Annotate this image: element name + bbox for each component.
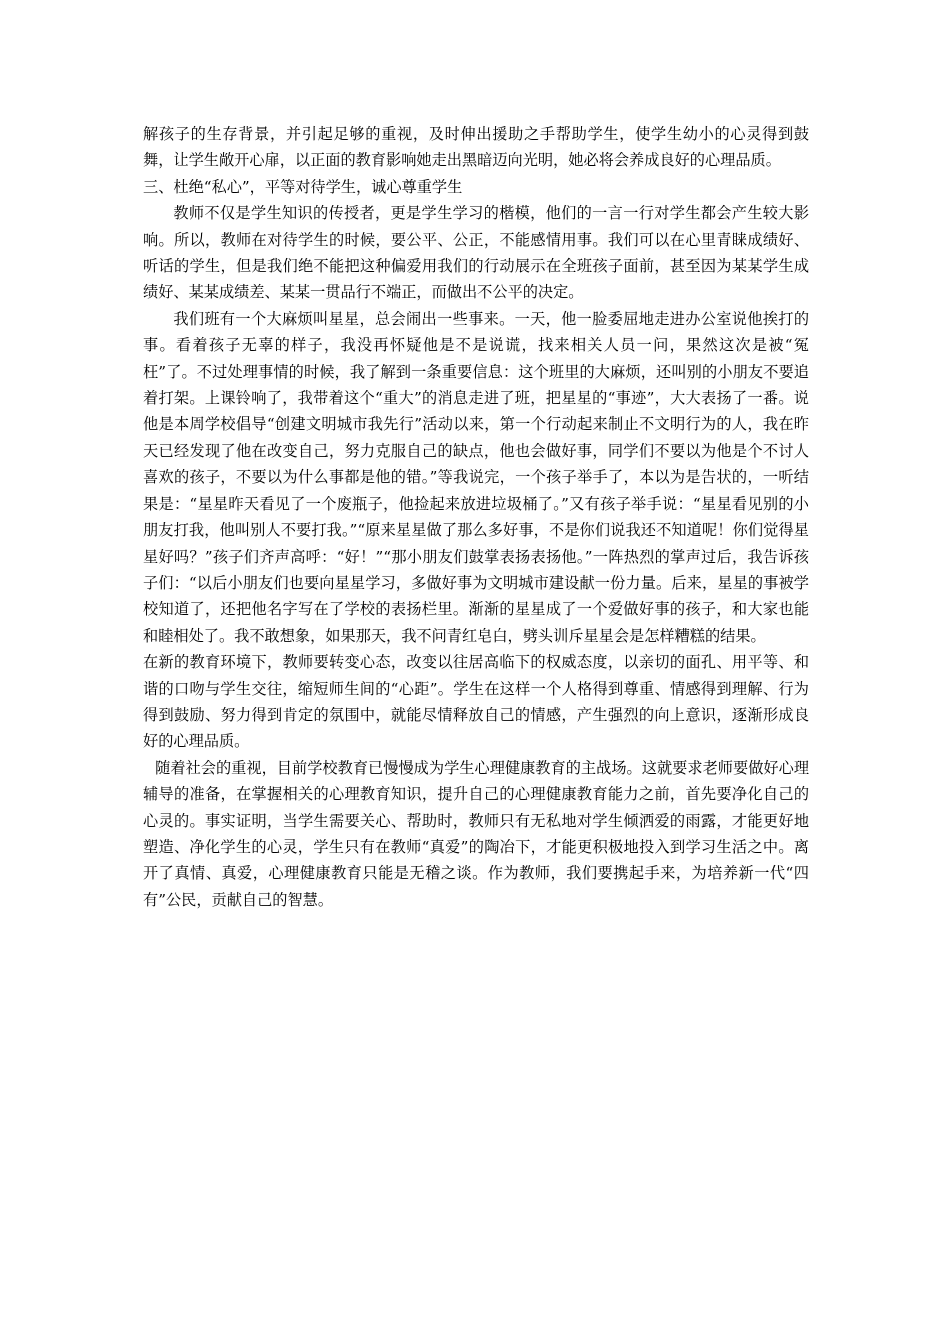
paragraph: 随着社会的重视，目前学校教育已慢慢成为学生心理健康教育的主战场。这就要求老师要做好心理辅导的准备，在掌握相关的心理教育知识，提升自己的心理健康教育能力之前，首先要净化自己的心灵的。事实证明，当学生需要关心、帮助时，教师只有无私地对学生倾洒爱的雨露，才能更好地塑造、净化学生的心灵，学生只有在教师“真爱”的陶冶下，才能更积极地投入到学习生活之中。离开了真情、真爱，心理健康教育只能是无稽之谈。作为教师，我们要携起手来，为培养新一代“四有”公民，贡献自己的智慧。 bbox=[143, 758, 809, 909]
paragraph: 我们班有一个大麻烦叫星星，总会闹出一些事来。一天，他一脸委屈地走进办公室说他挨打的事。看着孩子无辜的样子，我没再怀疑他是不是说谎，找来相关人员一问，果然这次是被“冤枉”了。不过处理事情的时候，我了解到一条重要信息：这个班里的大麻烦，还叫别的小朋友不要追着打架。上课铃响了，我带着这个“重大”的消息走进了班，把星星的“事迹”，大大表扬了一番。说他是本周学校倡导“创建文明城市我先行”活动以来，第一个行动起来制止不文明行为的人，我在昨天已经发现了他在改变自己，努力克服自己的缺点，他也会做好事，同学们不要以为他是个不讨人喜欢的孩子，不要以为什么事都是他的错。”等我说完，一个孩子举手了，本以为是告状的，一听结果是：“星星昨天看见了一个废瓶子，他捡起来放进垃圾桶了。”又有孩子举手说：“星星看见别的小朋友打我，他叫别人不要打我。”“原来星星做了那么多好事，不是你们说我还不知道呢！你们觉得星星好吗？”孩子们齐声高呼：“好！”“那小朋友们鼓掌表扬表扬他。”一阵热烈的掌声过后，我告诉孩子们：“以后小朋友们也要向星星学习，多做好事为文明城市建设献一份力量。后来，星星的事被学校知道了，还把他名字写在了学校的表扬栏里。渐渐的星星成了一个爱做好事的孩子，和大家也能和睦相处了。我不敢想象，如果那天，我不问青红皂白，劈头训斥星星会是怎样糟糕的结果。 bbox=[143, 309, 809, 645]
document-body bbox=[143, 121, 809, 913]
paragraph-continuation: 解孩子的生存背景，并引起足够的重视，及时伸出援助之手帮助学生，使学生幼小的心灵得到鼓舞，让学生敞开心扉，以正面的教育影响她走出黑暗迈向光明，她必将会养成良好的心理品质。 bbox=[143, 125, 809, 170]
paragraph: 教师不仅是学生知识的传授者，更是学生学习的楷模，他们的一言一行对学生都会产生较大影响。所以，教师在对待学生的时候，要公平、公正，不能感情用事。我们可以在心里青睐成绩好、听话的学生，但是我们绝不能把这种偏爱用我们的行动展示在全班孩子面前，甚至因为某某学生成绩好、某某成绩差、某某一贯品行不端正，而做出不公平的决定。 bbox=[143, 204, 809, 302]
paragraph: 在新的教育环境下，教师要转变心态，改变以往居高临下的权威态度，以亲切的面孔、用平等、和谐的口吻与学生交往，缩短师生间的“心距”。学生在这样一个人格得到尊重、情感得到理解、行为得到鼓励、努力得到肯定的氛围中，就能尽情释放自己的情感，产生强烈的向上意识，逐渐形成良好的心理品质。 bbox=[143, 653, 809, 751]
section-heading: 三、杜绝“私心”，平等对待学生，诚心尊重学生 bbox=[143, 177, 463, 196]
